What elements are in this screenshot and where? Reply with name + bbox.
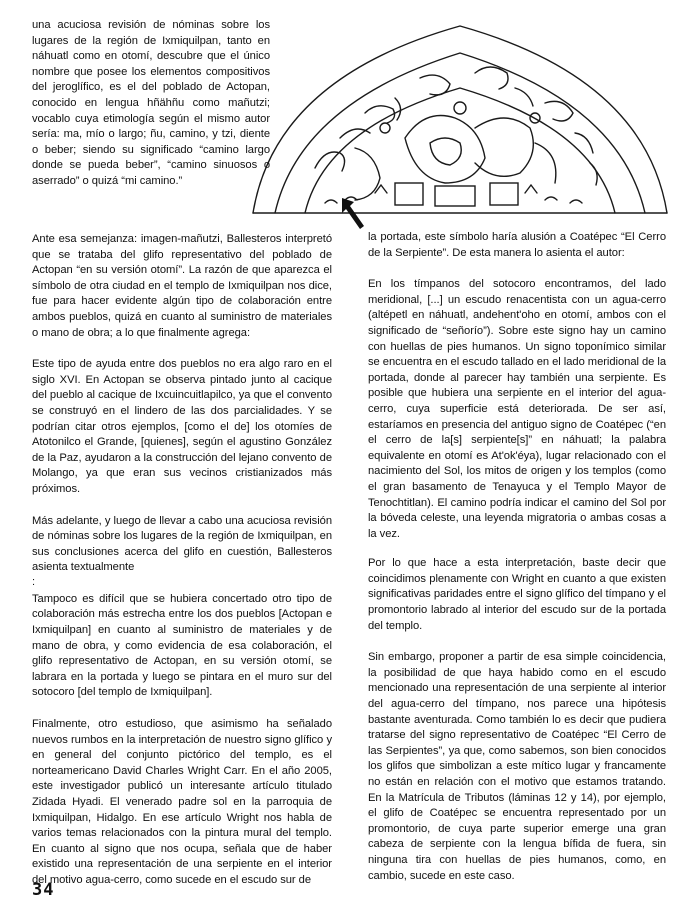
page-number: 34 <box>32 880 55 900</box>
colon-mark: : <box>32 575 36 588</box>
paragraph-portada: la portada, este símbolo haría alusión a Coatépec “El Cerro de la Serpiente”. De esta manera lo asienta el autor: <box>368 231 666 259</box>
paragraph-interpretacion: Por lo que hace a esta interpretación, baste decir que coincidimos plenamente con Wright en cuanto a que existen significativas paridades entre el signo glífico del tímpano y el promontorio labrado al interior del escudo sur de la portada del templo. <box>368 557 666 632</box>
paragraph-quote-ayuda: Este tipo de ayuda entre dos pueblos no era algo raro en el siglo XVI. En Actopan se observa pintado junto al cacique del pueblo al cacique de Ixcuincuitlapilco, ya que el convento se construyó en el lindero de las dos parcialidades. Y se podrían citar otros ejemplos, [como el de] los otomíes de Atotonilco el Grande, [quienes], según el agustino González de la Paz, ayudaron a la construcción del lejano convento de Molango, ya que eran sus vecinos cristianizados más próximos. <box>32 358 332 495</box>
arrow-up-left-icon <box>340 196 366 230</box>
left-column <box>32 232 332 905</box>
right-column <box>368 230 666 900</box>
tympanum-illustration <box>245 18 675 228</box>
paragraph-sin-embargo: Sin embargo, proponer a partir de esa simple coincidencia, la posibilidad de que haya habido como en el escudo mencionado una representación de una serpiente al interior del agua-cerro del tímpano, nos parece una hipótesis bastante aventurada. Como también lo es decir que pudiera tratarse del signo representativo de Coatépec “El Cerro de las Serpientes”, ya que, como sabemos, son bien conocidos los glifos que simbolizan a este mítico lugar y francamente no están en relación con el motivo que estamos tratando. En la Matrícula de Tributos (láminas 12 y 14), por ejemplo, el glifo de Coatépec se encuentra representado por un promontorio, de cuya parte superior emerge una gran cabeza de serpiente con la lengua bífida de fuera, sin ninguna tira con huellas de pies humanos, como, en cambio, sucede en este caso. <box>368 651 666 882</box>
paragraph-quote-timpanos: En los tímpanos del sotocoro encontramos, del lado meridional, [...] un escudo renacentista con un agua-cerro (altépetl en náhuatl, andehent'oho en otomí, ambos con el significado de “señorío”). Sobre este signo hay un camino con huellas de pies humanos. Un signo toponímico similar se encuentra en el escudo tallado en el lado meridional de la portada, donde al parecer hay también una serpiente. Es posible que hubiera una serpiente en el interior del agua-cerro, cuya superficie está deteriorada. De ser así, estaríamos en presencia del antiguo signo de Coatépec (“en el cerro de la[s] serpiente[s]” en náhuatl; la palabra equivalente en otomí es At'ok'éya), lugar relacionado con el nacimiento del Sol, los mitos de origen y los templos (como el gran basamento de Tenayuca y el Templo Mayor de Tenochtitlan). El camino podría indicar el camino del Sol por la bóveda celeste, una leyenda migratoria o ambas cosas a la vez. <box>368 278 666 540</box>
paragraph-mas-adelante: Más adelante, y luego de llevar a cabo una acuciosa revisión de nóminas sobre los lugares de la región de Ixmiquilpan, en sus conclusiones acerca del glifo en cuestión, Ballesteros asienta textualmente <box>32 514 332 574</box>
paragraph-quote-tampoco: Tampoco es difícil que se hubiera concertado otro tipo de colaboración más estrecha entre los dos pueblos [Actopan e Ixmiquilpan] en cuanto al suministro de materiales y de mano de obra, y como evidencia de esa colaboración, el glifo representativo de Actopan, en su versión otomí, se labrara en la portada y luego se pintara en el muro sur del sotocoro [del templo de Ixmiquilpan]. <box>32 592 332 699</box>
paragraph-intro: una acuciosa revisión de nóminas sobre los lugares de la región de Ixmiquilpan, tanto en náhuatl como en otomí, descubre que el único nombre que posee los elementos compositivos del jeroglífico, es el del poblado de Actopan, conocido en lengua hñähñu como mañutzi; vocablo cuya etimología según el mismo autor sería: ma, mío o largo; ñu, camino, y tzi, diente o beber; siendo su significado “camino largo donde se pueda beber”, “camino sinuosos o aserrado” o quizá “mi camino.” <box>32 19 270 187</box>
paragraph-semejanza: Ante esa semejanza: imagen-mañutzi, Ballesteros interpretó que se trataba del glifo representativo del poblado de Actopan “en su versión otomí”. La razón de que aparezca el símbolo de otra ciudad en el templo de Ixmiquilpan nos dice, fue para hacer evidente algún tipo de colaboración entre ambos pueblos, quizá en cuanto al suministro de materiales o mano de obra; a lo que finalmente agrega: <box>32 233 332 339</box>
paragraph-finalmente: Finalmente, otro estudioso, que asimismo ha señalado nuevos rumbos en la interpretación de nuestro signo glífico y en general del conjunto pictórico del templo, es el norteamericano David Charles Wright Carr. En el año 2005, este investigador publicó un interesante artículo titulado Zidada Hyadi. El venerado padre sol en la parroquia de Ixmiquilpan, Hidalgo. En ese artículo Wright nos habla de varios temas relacionados con la pintura mural del templo. En cuanto al signo que nos ocupa, señala que de haber existido una representación de una serpiente en el interior del motivo agua-cerro, como sucede en el escudo sur de <box>32 718 332 886</box>
